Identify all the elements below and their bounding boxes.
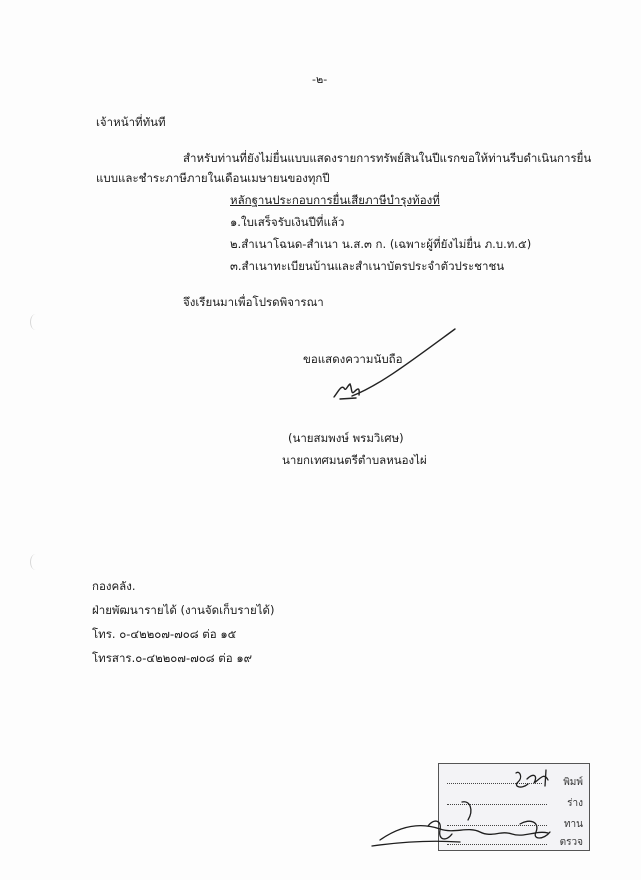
footer-section: ฝ่ายพัฒนารายได้ (งานจัดเก็บรายได้)	[92, 603, 275, 617]
signer-position: นายกเทศมนตรีตำบลหนองไผ่	[282, 453, 427, 467]
footer-department: กองคลัง.	[92, 579, 136, 593]
evidence-heading: หลักฐานประกอบการยื่นเสียภาษีบำรุงท้องที่	[230, 193, 440, 207]
signature-mark	[334, 329, 455, 399]
page-number: -๒-	[312, 73, 328, 86]
closing-line: จึงเรียนมาเพื่อโปรดพิจารณา	[183, 295, 324, 309]
stamp-label-draft: ร่าง	[567, 798, 583, 809]
stamp-signature-mark	[372, 802, 550, 846]
signer-name: (นายสมพงษ์ พรมวิเศษ)	[288, 431, 404, 445]
stamp-label-check: ตรวจ	[559, 837, 583, 848]
footer-phone: โทร. ๐-๔๒๒๐๗-๗๐๘ ต่อ ๑๕	[92, 627, 237, 641]
stamp-initials-mark	[516, 770, 548, 787]
footer-fax: โทรสาร.๐-๔๒๒๐๗-๗๐๘ ต่อ ๑๙	[92, 651, 253, 665]
regards-line: ขอแสดงความนับถือ	[303, 352, 403, 366]
evidence-item-2: ๒.สำเนาโฉนด-สำเนา น.ส.๓ ก. (เฉพาะผู้ที่ยังไม่ยื่น ภ.บ.ท.๕)	[230, 237, 532, 251]
evidence-item-1: ๑.ใบเสร็จรับเงินปีที่แล้ว	[230, 215, 345, 229]
evidence-item-3: ๓.สำเนาทะเบียนบ้านและสำเนาบัตรประจำตัวประชาชน	[230, 259, 505, 273]
salutation: เจ้าหน้าที่ทันที	[96, 115, 166, 129]
paragraph-line-1: สำหรับท่านที่ยังไม่ยื่นแบบแสดงรายการทรัพย์สินในปีแรกขอให้ท่านรีบดำเนินการยื่น	[183, 151, 592, 165]
stamp-label-print: พิมพ์	[563, 777, 583, 788]
stamp-label-review: ทาน	[563, 819, 583, 830]
paragraph-line-2: แบบและชำระภาษีภายในเดือนเมษายนของทุกปี	[96, 171, 330, 185]
